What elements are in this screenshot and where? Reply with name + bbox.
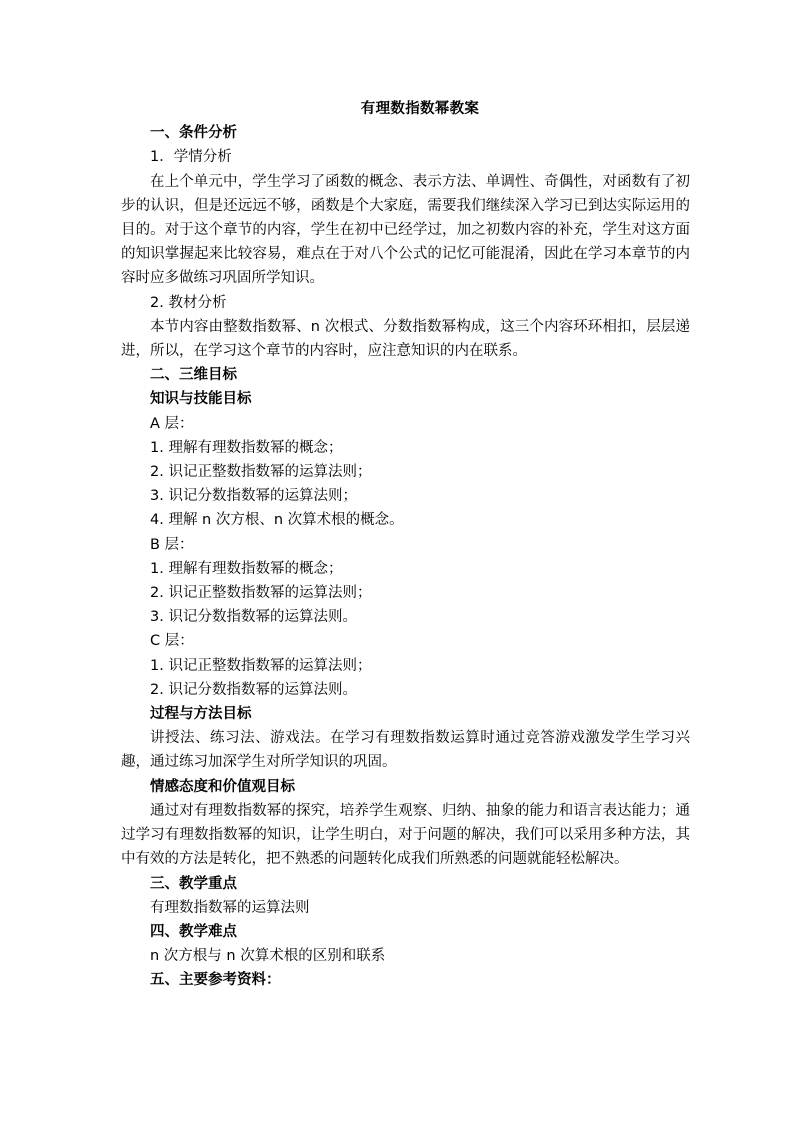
paragraph-process-methods: 讲授法、练习法、游戏法。在学习有理数指数运算时通过竞答游戏激发学生学习兴趣，通过练习加深学生对所学知识的巩固。: [121, 730, 690, 771]
level-b-label: B 层：: [150, 536, 194, 553]
list-item: 4. 理解 n 次方根、n 次算术根的概念。: [150, 512, 404, 529]
document-title: 有理数指数幂教案: [360, 101, 480, 117]
section-heading-1: 一、条件分析: [150, 125, 237, 142]
list-item: 2. 识记分数指数幂的运算法则。: [150, 681, 357, 698]
paragraph-textbook-analysis: 本节内容由整数指数幂、n 次根式、分数指数幂构成，这三个内容环环相扣，层层递进，所以，在学习这个章节的内容时，应注意知识的内在联系。: [121, 318, 690, 360]
list-item: 2. 识记正整数指数幂的运算法则；: [150, 585, 372, 602]
level-a-label: A 层：: [150, 415, 194, 432]
document-body: [121, 97, 690, 993]
subheading-process-methods: 过程与方法目标: [150, 706, 252, 723]
paragraph-teaching-focus: 有理数指数幂的运算法则: [150, 899, 310, 916]
subheading-textbook-analysis: 2. 教材分析: [150, 294, 227, 311]
subheading-emotion-values: 情感态度和价值观目标: [150, 778, 295, 795]
list-item: 2. 识记正整数指数幂的运算法则；: [150, 464, 372, 481]
list-item: 3. 识记分数指数幂的运算法则。: [150, 609, 357, 626]
list-item: 1. 理解有理数指数幂的概念；: [150, 439, 343, 456]
level-b-list: [150, 557, 690, 630]
level-c-list: [150, 654, 690, 702]
paragraph-emotion-values: 通过对有理数指数幂的探究，培养学生观察、归纳、抽象的能力和语言表达能力；通过学习有理数指数幂的知识，让学生明白，对于问题的解决，我们可以采用多种方法，其中有效的方法是转化，把不熟悉的问题转化成我们所熟悉的问题就能轻松解决。: [121, 802, 690, 868]
level-c-label: C 层：: [150, 633, 194, 650]
paragraph-teaching-difficulty: n 次方根与 n 次算术根的区别和联系: [150, 948, 386, 965]
section-heading-4: 四、教学难点: [150, 923, 237, 940]
section-heading-5: 五、主要参考资料：: [150, 972, 281, 989]
section-heading-2: 二、三维目标: [150, 367, 237, 384]
level-a-list: [150, 436, 690, 533]
list-item: 1. 识记正整数指数幂的运算法则；: [150, 657, 372, 674]
paragraph-student-analysis: 在上个单元中，学生学习了函数的概念、表示方法、单调性、奇偶性，对函数有了初步的认识，但是还远远不够，函数是个大家庭，需要我们继续深入学习已到达实际运用的目的。对于这个章节的内容，学生在初中已经学过，加之初数内容的补充，学生对这方面的知识掌握起来比较容易，难点在于对八个公式的记忆可能混淆，因此在学习本章节的内容时应多做练习巩固所学知识。: [121, 173, 690, 287]
subheading-student-analysis: 1．学情分析: [150, 149, 232, 166]
list-item: 3. 识记分数指数幂的运算法则；: [150, 488, 357, 505]
list-item: 1. 理解有理数指数幂的概念；: [150, 560, 343, 577]
subheading-knowledge-skills: 知识与技能目标: [150, 391, 252, 408]
section-heading-3: 三、教学重点: [150, 875, 237, 892]
